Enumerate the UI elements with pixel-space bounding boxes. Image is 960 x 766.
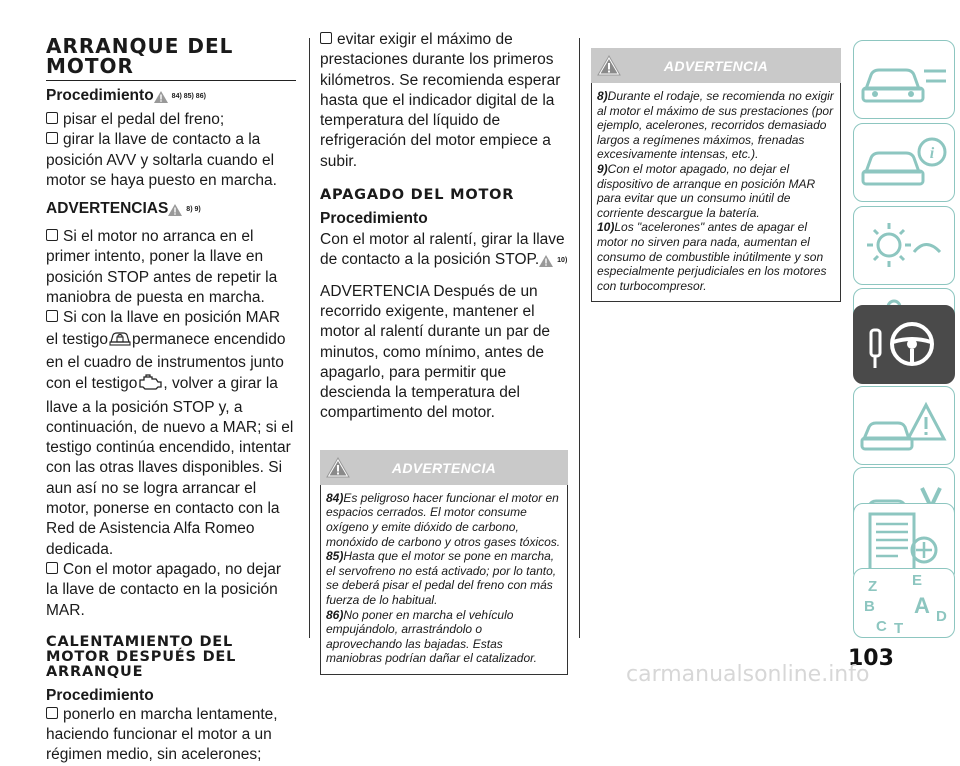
warning-item: 10)Los "acelerones" antes de apagar el motor no sirven para nada, aumentan el consumo de combustible inútilmente y son especialmente perjudiciales en los motores con turbocompresor. <box>597 220 827 293</box>
section-heading-shutdown: APAGADO DEL MOTOR <box>320 187 515 204</box>
sidebar-tab-car-info[interactable] <box>853 123 955 202</box>
dashboard-lights-icon <box>854 207 954 284</box>
sidebar-tab-emergency[interactable] <box>853 386 955 465</box>
column-2 <box>320 30 568 675</box>
checkbox-bullet-icon <box>46 229 58 241</box>
step-4: evitar exigir el máximo de prestaciones durante los primeros kilómetros. Se recomienda esperar hasta que el indicador digital de la temperatura del líquido de refrigeración del motor empiece a subir. <box>320 31 561 170</box>
procedure-heading-2: Procedimiento <box>46 686 154 704</box>
warning-box-body <box>591 83 841 302</box>
procedure-3-text: Con el motor al ralentí, girar la llave de contacto a la posición STOP. $^{10)}$ <box>320 230 568 274</box>
svg-text:i: i <box>929 145 935 162</box>
checkbox-bullet-icon <box>46 562 58 574</box>
index-letters-icon <box>854 569 954 637</box>
warnings-heading: ADVERTENCIAS $^{8) 9)}$ <box>46 199 296 221</box>
car-info-icon <box>854 124 954 201</box>
page-number: 103 <box>848 646 894 671</box>
svg-text:T: T <box>894 620 904 637</box>
warning-1: Si el motor no arranca en el primer intento, poner la llave en posición STOP antes de repetir la maniobra de puesta en marcha. <box>46 228 278 307</box>
svg-text:C: C <box>876 618 887 635</box>
checkbox-bullet-icon <box>46 132 58 144</box>
warning-item: 84)Es peligroso hacer funcionar el motor en espacios cerrados. El motor consume oxígeno y emite dióxido de carbono, monóxido de carbono y otros gases tóxicos. <box>326 490 561 549</box>
warning-item: 86)No poner en marcha el vehículo empujándolo, arrastrándolo o aprovechando las bajadas. Estas maniobras podrían dañar el catalizador. <box>326 607 538 666</box>
svg-text:Z: Z <box>868 578 878 595</box>
svg-text:D: D <box>936 608 947 625</box>
section-heading-warmup: CALENTAMIENTO DEL MOTOR DESPUÉS DEL ARRANQUE <box>46 633 237 680</box>
car-warning-icon <box>854 387 954 464</box>
column-divider <box>579 38 580 638</box>
warning-box-header <box>320 450 568 485</box>
advertencia-paragraph: ADVERTENCIA Después de un recorrido exigente, mantener el motor al ralentí durante un par de minutos, como mínimo, antes de apagarlo, para permitir que descienda la temperatura del compartimento del motor. <box>320 282 551 422</box>
page-title: ARRANQUE DEL MOTOR <box>46 34 234 78</box>
step-1: pisar el pedal del freno; <box>46 110 296 130</box>
column-divider <box>309 38 310 638</box>
warning-box-header <box>591 48 841 83</box>
car-tab-icon <box>854 41 954 118</box>
title-rule <box>46 80 296 81</box>
warning-triangle-icon <box>539 253 553 273</box>
procedure-heading-3: Procedimiento <box>320 210 428 228</box>
sidebar-tab-car[interactable] <box>853 40 955 119</box>
checkbox-bullet-icon <box>46 112 58 124</box>
procedure-heading: Procedimiento $^{84) 85) 86)}$ <box>46 86 296 108</box>
warning-3: Con el motor apagado, no dejar la llave de contacto en la posición MAR. <box>46 560 282 619</box>
svg-text:E: E <box>912 572 923 589</box>
immobilizer-light-icon <box>108 329 132 353</box>
step-3: ponerlo en marcha lentamente, haciendo funcionar el motor a un régimen medio, sin acelerones; <box>46 705 278 764</box>
warning-item: 8)Durante el rodaje, se recomienda no exigir al motor el máximo de sus prestaciones (por ejemplo, acelerones, recorridos demasiado largos a regímenes máximos, frenadas excesivamente intensas, etc.). <box>597 89 834 162</box>
warning-2: Si con la llave en posición MAR el testigo permanece encendido en el cuadro de instrumentos junto con el testigo , volver a girar la llave a la posición STOP y, a continuación, de nuevo a MAR; si el testigo continúa encendido, intentar con las otras llaves disponibles. Si aun así no se logra arrancar el motor, ponerse en contacto con la Red de Asistencia Alfa Romeo dedicada. <box>46 309 294 558</box>
column-1 <box>46 30 296 766</box>
watermark: carmanualsonline.info <box>626 662 870 687</box>
step-2: girar la llave de contacto a la posición AVV y soltarla cuando el motor se haya puesto en marcha. <box>46 131 277 189</box>
warning-box-title: ADVERTENCIA <box>663 58 769 74</box>
column-3 <box>591 48 841 302</box>
sidebar-tab-start-drive[interactable] <box>853 305 955 384</box>
sidebar-tab-lights[interactable] <box>853 206 955 285</box>
checkbox-bullet-icon <box>46 310 58 322</box>
warning-item: 85)Hasta que el motor se pone en marcha, el servofreno no está activado; por lo tanto, se deberá pisar el pedal del freno con más fuerza de lo habitual. <box>326 549 557 607</box>
warning-box-body <box>320 485 568 675</box>
checkbox-bullet-icon <box>46 707 58 719</box>
warning-item: 9)Con el motor apagado, no dejar el dispositivo de arranque en posición MAR para evitar que un consumo inútil de corriente descargue la batería. <box>597 161 816 220</box>
svg-text:B: B <box>864 598 875 615</box>
warning-box-1 <box>320 450 568 675</box>
warning-triangle-icon <box>168 202 182 221</box>
checkbox-bullet-icon <box>320 32 332 44</box>
svg-text:A: A <box>914 593 930 618</box>
sidebar-tab-index[interactable] <box>853 568 955 638</box>
engine-check-icon <box>137 373 163 397</box>
warning-box-title: ADVERTENCIA <box>391 459 497 476</box>
steering-key-icon <box>854 306 954 383</box>
warning-triangle-icon <box>154 89 168 108</box>
